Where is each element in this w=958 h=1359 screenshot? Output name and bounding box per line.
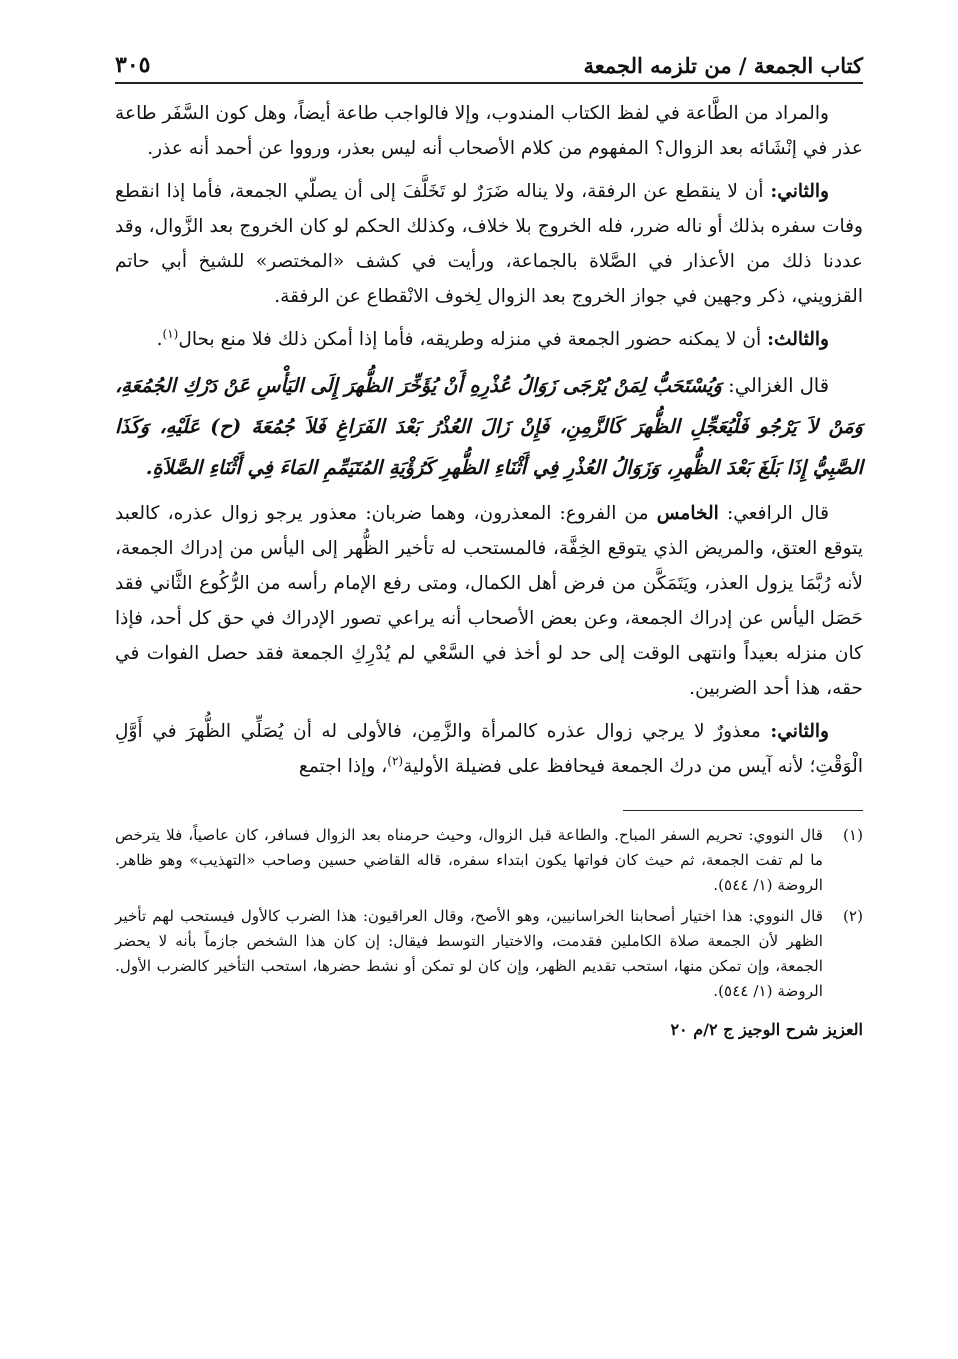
paragraph-text: معذورٌ لا يرجي زوال عذره كالمرأة والزَّمِن، فالأولى له أن يُصَلِّي الظُّهرَ في أَوَّلِ الْوَقْتِ؛ لأنه آيس من درك الجمعة فيحافظ على فضيلة الأولية (115, 721, 863, 777)
paragraph: والثالث: أن لا يمكنه حضور الجمعة في منزله وطريقه، فأما إذا أمكن ذلك فلا منع بحال$^{(١)}$. (156, 326, 829, 350)
section-label: والثالث: (767, 329, 829, 350)
paragraph-text: أن لا يمكنه حضور الجمعة في منزله وطريقه، فأما إذا أمكن ذلك فلا منع بحال (178, 329, 762, 350)
footnote-text: قال النووي: تحريم السفر المباح. والطاعة قبل الزوال، وحيث حرمناه بعد الزوال فسافر، كان عاصياً، فلا يترخص ما لم تفت الجمعة، ثم حيث كان فواتها يكون ابتداء سفره، قاله القاضي حسين وصاحب «التهذيب» وهو ظاهر. الروضة (١/ ٥٤٤). (115, 826, 823, 894)
footnotes (115, 823, 863, 1004)
main-text (115, 96, 863, 784)
footnote (115, 904, 863, 1004)
book-page (115, 38, 863, 1039)
footnote-ref: (١) (162, 326, 179, 341)
paragraph-text-tail: ، وإذا اجتمع (298, 756, 388, 777)
page-header (115, 38, 863, 84)
running-title: كتاب الجمعة / من تلزمه الجمعة (583, 53, 863, 78)
paragraph (115, 714, 863, 784)
footnote (115, 823, 863, 898)
section-label: والثاني: (770, 721, 829, 742)
paragraph (115, 496, 863, 706)
page-footer: العزيز شرح الوجيز ج ٢/م ٢٠ (670, 1020, 863, 1039)
paragraph (115, 174, 863, 314)
footnote-ref: (٢) (387, 753, 404, 768)
footnote-number: (١) (842, 826, 863, 844)
page-number: ٣٠٥ (115, 52, 151, 78)
commentary-intro: قال الرافعي: (726, 503, 829, 524)
section-label: الخامس (656, 503, 719, 524)
ghazali-quote (115, 365, 863, 488)
paragraph-text: أن لا ينقطع عن الرفقة، ولا يناله ضَرَرٌ لو تَخَلَّفَ إلى أن يصلّي الجمعة، فأما إذا انقطع وفات سفره بذلك أو ناله ضرر، فله الخروج بلا خلاف، وكذلك الحكم لو كان الخروج بعد الزَّوال، وقد عددنا ذلك من الأعذار في الصَّلاة بالجماعة، ورأيت في كشف «المختصر» للشيخ أبي حاتم القزويني، ذكر وجهين في جواز الخروج بعد الزوال لِخوف الانْقطاع عن الرفقة. (115, 181, 863, 307)
paragraph-text: من الفروع: المعذرون، وهما ضربان: معذور يرجو زوال عذره، كالعبد يتوقع العتق، والمريض الذي يتوقع الخِفَّة، فالمستحب له تأخير الظُّهر إلى اليأس من إدراك الجمعة، لأنه رُبَّمَا يزول العذر، ويَتَمَكَّن من فرض أهل الكمال، ومتى رفع الإمام رأسه من الرُّكُوع الثَّاني فقد حَصَل اليأس عن إدراك الجمعة، وعن بعض الأصحاب أنه يراعي تصور الإدراك في حق كل أحد، فإذا كان منزله بعيداً وانتهى الوقت إلى حد لو أخذ في السَّعْي لم يُدْرِكِ الجمعة فقد حصل الفوات في حقه، هذا أحد الضربين. (115, 503, 863, 699)
paragraph-text: والمراد من الطَّاعة في لفظ الكتاب المندوب، وإلا فالواجب طاعة أيضاً، وهل كون السَّفَر طاعة عذر في إنْشَائه بعد الزوال؟ المفهوم من كلام الأصحاب أنه ليس بعذر، ورووا عن أحمد أنه عذر. (115, 103, 863, 159)
section-label: والثاني: (770, 181, 829, 202)
paragraph (115, 96, 863, 166)
footnote-number: (٢) (842, 907, 863, 925)
footnote-text: قال النووي: هذا اختيار أصحابنا الخراسانيين، وهو الأصح، وقال العراقيون: هذا الضرب كالأول فيستحب لهم تأخير الظهر لأن الجمعة صلاة الكاملين فقدمت، والاختيار التوسط فيقال: إن كان هذا الشخص جازماً بأنه لا يحضر الجمعة، وإن تمكن منها، استحب تقديم الظهر، وإن كان لو تمكن أو نشط حضرها، استحب التأخير كالضرب الأول. الروضة (١/ ٥٤٤). (115, 907, 823, 1000)
footnote-separator (623, 810, 863, 811)
quote-intro: قال الغزالي: (728, 374, 829, 397)
quote-text: وَيُسْتَحَبُّ لِمَنْ يُرْجَى زَوَالُ عُذْرِهِ أَنْ يُؤَخِّرَ الظُّهرَ إِلَى اليَأْسِ عَنْ دَرْكِ الجُمُعَةِ، وَمَنْ لاَ يَرْجُو فَلْيُعَجِّلِ الظُّهرَ كَالزَّمِنِ، فَإِنْ زَالَ العُذْرُ بَعْدَ الفَرَاغِ فَلاَ جُمُعَةَ (ح) عَلَيْهِ، وَكَذَا الصَّبِيُّ إِذَا بَلَغَ بَعْدَ الظُّهرِ، وَزَوَالُ العُذْرِ فِي أَثْنَاءِ الظُّهرِ كَرُؤْيَةِ المُتَيَمِّمِ المَاءَ فِي أَثْنَاءِ الصَّلاَةِ. (115, 374, 863, 479)
